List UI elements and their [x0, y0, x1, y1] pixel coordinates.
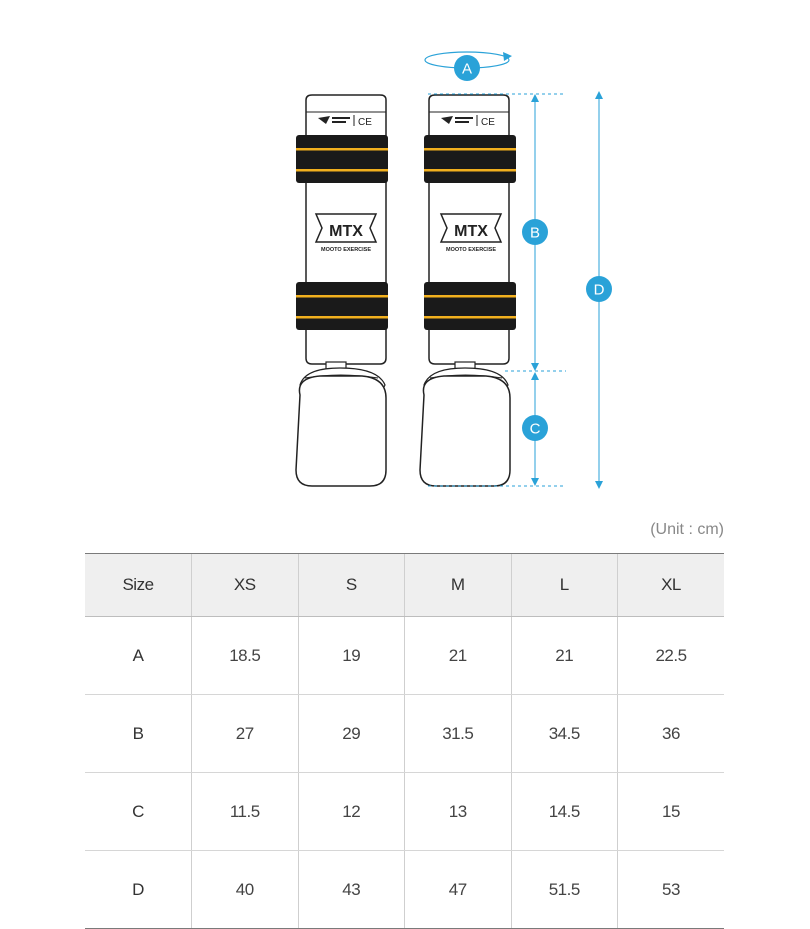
marker-b — [522, 219, 548, 245]
table-cell: 21 — [405, 617, 512, 695]
row-label: A — [85, 617, 192, 695]
table-cell: 36 — [618, 695, 725, 773]
table-cell: 51.5 — [511, 851, 618, 929]
table-cell: 14.5 — [511, 773, 618, 851]
unit-label: (Unit : cm) — [650, 521, 724, 538]
svg-text:MOOTO EXERCISE: MOOTO EXERCISE — [445, 247, 497, 253]
svg-text:B: B — [529, 224, 541, 242]
table-cell: 18.5 — [192, 617, 299, 695]
header-xl: XL — [618, 554, 725, 617]
marker-a — [454, 55, 480, 81]
table-cell: 40 — [192, 851, 299, 929]
svg-text:A: A — [461, 60, 473, 78]
row-label: C — [85, 773, 192, 851]
table-cell: 11.5 — [192, 773, 299, 851]
table-cell: 31.5 — [405, 695, 512, 773]
table-cell: 15 — [618, 773, 725, 851]
header-xs: XS — [192, 554, 299, 617]
table-cell: 47 — [405, 851, 512, 929]
header-m: M — [405, 554, 512, 617]
svg-text:MTX: MTX — [454, 223, 488, 240]
header-s: S — [298, 554, 405, 617]
svg-text:MOOTO EXERCISE: MOOTO EXERCISE — [320, 247, 372, 253]
header-l: L — [511, 554, 618, 617]
marker-d — [586, 276, 612, 302]
table-row — [85, 851, 724, 929]
row-label: B — [85, 695, 192, 773]
table-header-row — [85, 554, 724, 617]
marker-c — [522, 415, 548, 441]
table-cell: 53 — [618, 851, 725, 929]
table-row — [85, 773, 724, 851]
svg-text:C: C — [529, 420, 541, 438]
table-row — [85, 695, 724, 773]
size-table — [85, 553, 724, 929]
table-row — [85, 617, 724, 695]
table-cell: 12 — [298, 773, 405, 851]
row-label: D — [85, 851, 192, 929]
header-size: Size — [85, 554, 192, 617]
shin-guard-right — [420, 95, 516, 486]
table-cell: 29 — [298, 695, 405, 773]
table-cell: 43 — [298, 851, 405, 929]
table-cell: 19 — [298, 617, 405, 695]
svg-text:MTX: MTX — [329, 223, 363, 240]
ce-badge: CE — [358, 117, 372, 128]
table-cell: 13 — [405, 773, 512, 851]
table-cell: 22.5 — [618, 617, 725, 695]
table-cell: 21 — [511, 617, 618, 695]
ce-badge: CE — [481, 117, 495, 128]
svg-text:D: D — [593, 281, 605, 299]
shin-guard-left — [296, 95, 388, 486]
table-cell: 27 — [192, 695, 299, 773]
table-cell: 34.5 — [511, 695, 618, 773]
